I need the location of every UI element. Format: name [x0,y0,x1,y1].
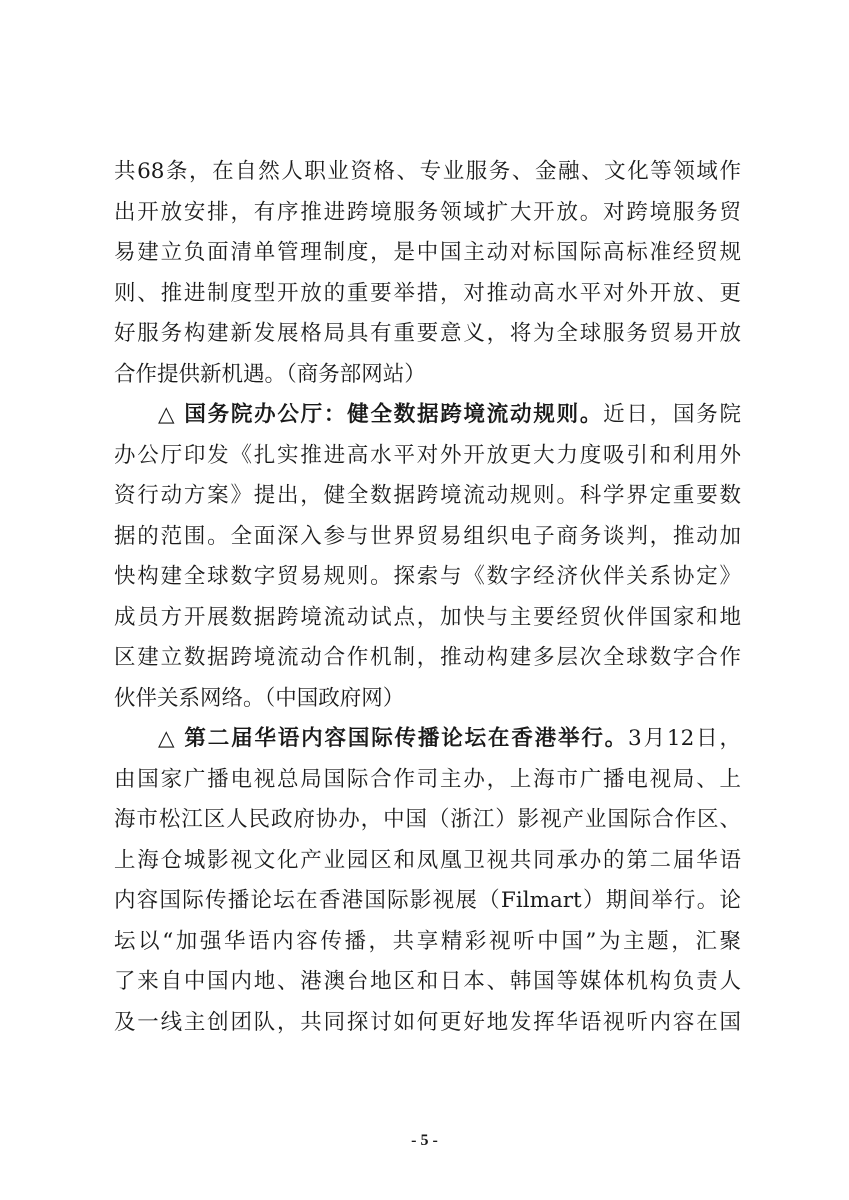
text-line: 快构建全球数字贸易规则。探索与《数字经济伙伴关系协定》 [114,564,741,589]
text-line: 则、推进制度型开放的重要举措，对推动高水平对外开放、更 [114,280,741,306]
text-line: 及一线主创团队，共同探讨如何更好地发挥华语视听内容在国 [114,1009,741,1035]
text-line: 办公厅印发《扎实推进高水平对外开放更大力度吸引和利用外 [114,442,741,468]
triangle-icon: △ [158,726,177,751]
text-line: 了来自中国内地、港澳台地区和日本、韩国等媒体机构负责人 [114,969,741,994]
triangle-icon: △ [158,402,177,427]
text-line: 上海仓城影视文化产业园区和凤凰卫视共同承办的第二届华语 [114,847,741,873]
text-line: 好服务构建新发展格局具有重要意义，将为全球服务贸易开放 [114,321,741,346]
text-line: 坛以“加强华语内容传播，共享精彩视听中国”为主题，汇聚 [114,928,741,954]
paragraph-heading-line [114,395,741,436]
text-line: 共68条，在自然人职业资格、专业服务、金融、文化等领域作 [114,159,741,184]
text-line: 成员方开展数据跨境流动试点，加快与主要经贸伙伴国家和地 [114,604,741,630]
paragraph-heading-line [114,719,741,760]
paragraph-cross-border-services [114,152,741,395]
news-headline: 国务院办公厅：健全数据跨境流动规则。 [184,402,604,427]
text-line: 合作提供新机遇。（商务部网站） [114,361,426,387]
text-line: 据的范围。全面深入参与世界贸易组织电子商务谈判，推动加 [114,523,741,549]
text-segment: 近日，国务院 [603,402,741,427]
text-segment: 3月12日， [628,726,741,751]
text-line: 出开放安排，有序推进跨境服务领域扩大开放。对跨境服务贸 [114,199,741,225]
text-line: 易建立负面清单管理制度，是中国主动对标国际高标准经贸规 [114,240,741,265]
news-headline: 第二届华语内容国际传播论坛在香港举行。 [184,726,629,751]
text-line: 由国家广播电视总局国际合作司主办，上海市广播电视局、上 [114,766,741,792]
text-line: 区建立数据跨境流动合作机制，推动构建多层次全球数字合作 [114,645,741,670]
page-number: - 5 - [411,1132,438,1149]
text-line: 海市松江区人民政府协办，中国（浙江）影视产业国际合作区、 [114,807,741,832]
text-line: 内容国际传播论坛在香港国际影视展（Filmart）期间举行。论 [114,888,741,913]
paragraph-data-cross-border-rules [114,395,741,719]
document-page [114,152,741,1043]
text-line: 伙伴关系网络。（中国政府网） [114,685,405,711]
text-line: 资行动方案》提出，健全数据跨境流动规则。科学界定重要数 [114,483,741,508]
paragraph-chinese-content-forum [114,719,741,1043]
